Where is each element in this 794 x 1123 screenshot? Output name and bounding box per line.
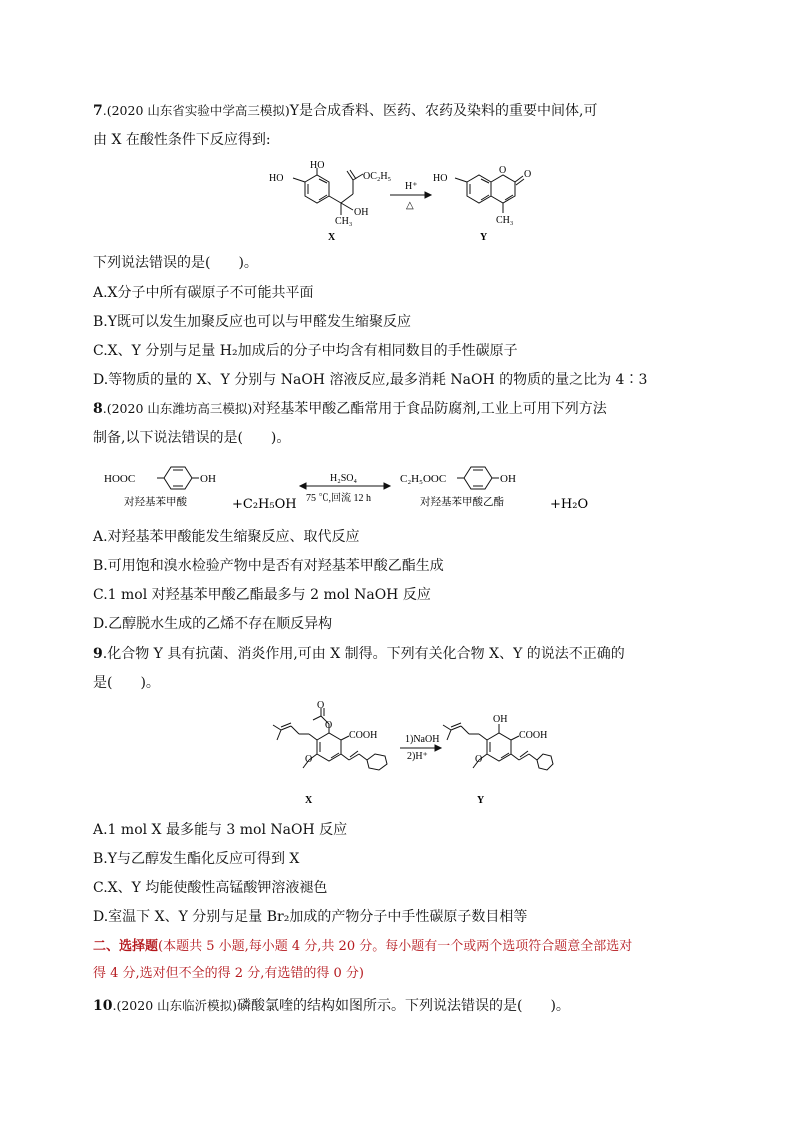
- q7-option-d: D.等物质的量的 X、Y 分别与 NaOH 溶液反应,最多消耗 NaOH 的物质的量之比为 4∶3: [93, 372, 648, 388]
- q7-source: .(2020 山东省实验中学高三模拟): [102, 103, 290, 118]
- q7-y-ring-o-label: O: [499, 165, 507, 176]
- q9-y-label: Y: [477, 795, 485, 806]
- q8-ester-label: C₂H₅OOC: [400, 473, 447, 485]
- q9-reaction-scheme: [255, 698, 555, 810]
- q9-arrow-top: 1)NaOH: [405, 734, 440, 745]
- q7-option-a: A.X分子中所有碳原子不可能共平面: [93, 285, 314, 301]
- q8-reaction-scheme: [100, 455, 600, 515]
- q8-option-d: D.乙醇脱水生成的乙烯不存在顺反异构: [93, 616, 333, 632]
- section2-header-line1: [93, 937, 632, 957]
- q7-line2: 由 X 在酸性条件下反应得到:: [93, 132, 271, 148]
- q7-y-ho-label: HO: [433, 173, 448, 184]
- q7-x-label: X: [328, 232, 336, 243]
- q9-x-benzene-ring: [317, 733, 341, 761]
- q7-number: 7: [93, 103, 103, 119]
- q8-option-a: A.对羟基苯甲酸能发生缩聚反应、取代反应: [93, 529, 360, 545]
- q8-line1: [93, 399, 607, 419]
- q9-x-label: X: [305, 795, 313, 806]
- q8-condition-bottom: 75 ℃,回流 12 h: [306, 493, 371, 504]
- q8-plus-ethanol: +C₂H₅OH: [232, 497, 297, 512]
- q9-y-phenyl-ring: [537, 754, 553, 770]
- q7-line1: [93, 101, 597, 121]
- q9-x-carbonyl-o-label: O: [317, 700, 325, 711]
- q7-x-oc2h5-label: OC₂H₅: [363, 171, 392, 182]
- q9-x-phenyl-ring: [367, 754, 387, 770]
- q9-x-ester-o-label: O: [325, 720, 333, 731]
- q7-y-benzene-ring: [467, 175, 491, 203]
- q7-arrow-top: H⁺: [405, 181, 418, 192]
- q7-text1: Y是合成香料、医药、农药及染料的重要中间体,可: [289, 103, 598, 119]
- q9-y-benzene-ring: [487, 733, 511, 761]
- q8-text1: 对羟基苯甲酸乙酯常用于食品防腐剂,工业上可用下列方法: [252, 401, 607, 417]
- q10-source: .(2020 山东临沂模拟): [112, 998, 237, 1013]
- q9-line2: 是( )。: [93, 675, 160, 691]
- q8-number: 8: [93, 401, 103, 417]
- q10-line: [93, 996, 570, 1016]
- q9-y-oh-label: OH: [493, 714, 508, 725]
- q7-x-ho-label: HO: [269, 173, 284, 184]
- q7-y-carbonyl-o-label: O: [524, 169, 532, 180]
- q8-reactant-name: 对羟基苯甲酸: [124, 496, 187, 508]
- q7-stem: 下列说法错误的是( )。: [93, 255, 258, 271]
- q9-x-cooh-label: COOH: [349, 730, 378, 741]
- q7-y-label: Y: [480, 232, 488, 243]
- q9-y-cooh-label: COOH: [519, 730, 548, 741]
- q7-x-ho2-label: HO: [310, 160, 325, 171]
- q8-condition-top: H₂SO₄: [330, 473, 357, 484]
- q7-option-b: B.Y既可以发生加聚反应也可以与甲醛发生缩聚反应: [93, 314, 411, 330]
- q9-option-c: C.X、Y 均能使酸性高锰酸钾溶液褪色: [93, 880, 328, 896]
- q7-arrow-bottom: △: [406, 200, 414, 211]
- q7-x-ch3-label: CH₃: [335, 216, 353, 227]
- q8-option-b: B.可用饱和溴水检验产物中是否有对羟基苯甲酸乙酯生成: [93, 558, 444, 574]
- q9-number: 9: [93, 646, 103, 662]
- q9-option-a: A.1 mol X 最多能与 3 mol NaOH 反应: [93, 822, 348, 838]
- section2-instructions2: 得 4 分,选对但不全的得 2 分,有选错的得 0 分): [93, 966, 364, 981]
- q8-option-c: C.1 mol 对羟基苯甲酸乙酯最多与 2 mol NaOH 反应: [93, 587, 431, 603]
- q9-arrow-bottom: 2)H⁺: [407, 751, 428, 762]
- q9-y-methoxy-o-label: O: [475, 754, 483, 765]
- q7-option-c: C.X、Y 分别与足量 H₂加成后的分子中均含有相同数目的手性碳原子: [93, 343, 518, 359]
- q9-option-b: B.Y与乙醇发生酯化反应可得到 X: [93, 851, 300, 867]
- q9-text1: .化合物 Y 具有抗菌、消炎作用,可由 X 制得。下列有关化合物 X、Y 的说法不正确的: [102, 646, 625, 662]
- q8-hooc-label: HOOC: [104, 473, 136, 485]
- q8-line2: 制备,以下说法错误的是( )。: [93, 430, 291, 446]
- q9-option-d: D.室温下 X、Y 分别与足量 Br₂加成的产物分子中手性碳原子数目相等: [93, 909, 528, 925]
- q9-x-methoxy-o-label: O: [305, 754, 313, 765]
- q8-oh2-label: OH: [500, 473, 516, 485]
- q8-source: .(2020 山东潍坊高三模拟): [102, 401, 253, 416]
- q8-plus-water: +H₂O: [550, 497, 589, 512]
- q7-x-oh-label: OH: [354, 207, 369, 218]
- q7-y-ch3-label: CH₃: [496, 215, 514, 226]
- q7-x-benzene-ring: [305, 175, 329, 203]
- section2-instructions1: (本题共 5 小题,每小题 4 分,共 20 分。每小题有一个或两个选项符合题意全部选对: [158, 939, 633, 954]
- section2-title: 二、选择题: [93, 939, 159, 954]
- q10-number: 10: [93, 998, 113, 1014]
- q8-product-name: 对羟基苯甲酸乙酯: [420, 496, 504, 508]
- q9-line1: [93, 644, 625, 664]
- q8-oh1-label: OH: [200, 473, 216, 485]
- q10-text: 磷酸氯喹的结构如图所示。下列说法错误的是( )。: [237, 998, 570, 1014]
- q7-reaction-scheme: [255, 160, 555, 245]
- q7-y-lactone-ring: [491, 175, 515, 203]
